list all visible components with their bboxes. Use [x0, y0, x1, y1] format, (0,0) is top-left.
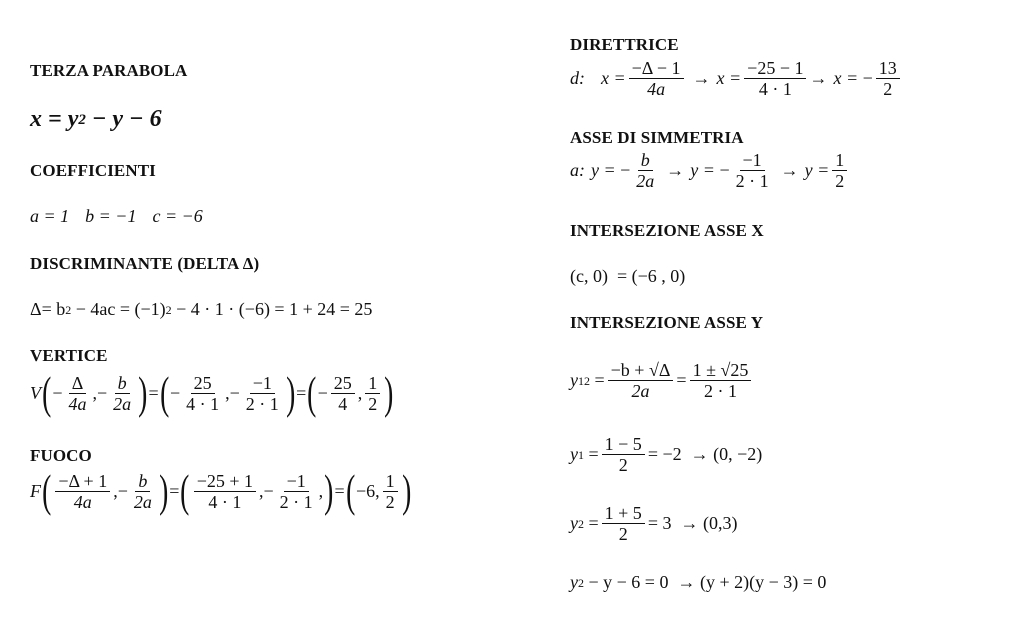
focus-formula: F ( $\frac{-\Delta + 1}{4a}$ ,− $\frac{b}{2a}$ ) = ( $\frac{-25 + 1}{4 \cdot 1}$ ,− $\frac{-1}{2 \cdot 1}$ , ) = ( −6 , $\frac{1}{2}$ ) [30, 465, 411, 516]
paren-close: ) [158, 465, 169, 516]
directrix-heading: DIRETTRICE [570, 35, 679, 54]
coef-c: c = −6 [152, 206, 203, 226]
fraction: $\frac{1}{2}$ [365, 373, 380, 414]
eq-y: y [67, 106, 79, 132]
paren-close: ) [138, 367, 148, 418]
axis-formula: a: y = − $\frac{b}{2a}$ → y = − $\frac{-1}{2 \cdot 1}$ → y = $\frac{1}{2}$ [570, 150, 850, 191]
disc-part3: − 4 · 1 · (−6) = 1 + 24 = 25 [171, 299, 373, 319]
discriminant-heading: DISCRIMINANTE (DELTA Δ) [30, 254, 260, 273]
paren-close: ) [285, 367, 296, 418]
y1-result: = −2 → (0, −2) [647, 444, 763, 464]
fraction: $\frac{-25 - 1}{4 \cdot 1}$ [744, 58, 806, 99]
paren-open: ( [180, 465, 190, 516]
fraction: $\frac{1 + 5}{2}$ [602, 503, 645, 544]
focus-label: F [30, 480, 41, 501]
y2-result: = 3 → (0,3) [647, 513, 738, 533]
fraction: $\frac{1}{2}$ [383, 471, 398, 512]
axis-var: y = [804, 160, 830, 180]
paren-open: ( [42, 367, 52, 418]
coef-b: b = −1 [85, 206, 137, 226]
focus-heading: FUOCO [30, 446, 92, 465]
title: TERZA PARABOLA [30, 61, 188, 80]
fraction: $\frac{b}{2a}$ [636, 150, 655, 191]
discriminant-formula: Δ= b 2 − 4ac = (−1) 2 − 4 · 1 · (−6) = 1 + 24 = 25 [30, 299, 373, 319]
fraction: $\frac{1 - 5}{2}$ [602, 434, 645, 475]
y-intersection-heading: INTERSEZIONE ASSE Y [570, 313, 764, 332]
paren-open: ( [159, 367, 169, 418]
eq-lhs: x [30, 106, 42, 132]
axis-label: a: [570, 160, 585, 180]
paren-close: ) [401, 465, 411, 516]
y-var: y [570, 444, 578, 464]
axis-var: y = [690, 160, 715, 180]
coefficients-heading: COEFFICIENTI [30, 161, 156, 180]
paren-close: ) [384, 367, 394, 418]
eq-sign: = [48, 106, 62, 132]
directrix-label: d: [570, 68, 585, 88]
x-intersection-heading: INTERSEZIONE ASSE X [570, 221, 764, 240]
y1-formula: y 1 = $\frac{1 - 5}{2}$ = −2 → (0, −2) [570, 434, 763, 475]
fraction: $\frac{25}{4}$ [331, 373, 355, 414]
axis-var: y = [591, 160, 616, 180]
paren-open: ( [345, 465, 355, 516]
x-intersection-formula: (c, 0) = (−6 , 0) [570, 266, 686, 286]
factor-rest: − y − 6 = 0 → (y + 2)(y − 3) = 0 [584, 572, 827, 592]
fraction: $\frac{-1}{2 \cdot 1}$ [279, 470, 313, 512]
factorization-formula: y 2 − y − 6 = 0 → (y + 2)(y − 3) = 0 [570, 572, 827, 592]
disc-part1: Δ= b [30, 299, 66, 319]
coef-a: a = 1 [30, 206, 70, 226]
fraction: $\frac{-1}{2 \cdot 1}$ [245, 372, 279, 414]
y2-formula: y 2 = $\frac{1 + 5}{2}$ = 3 → (0,3) [570, 503, 738, 544]
arrow-icon: → [809, 68, 828, 88]
factor-y: y [570, 572, 578, 592]
disc-part2: − 4ac = (−1) [71, 299, 166, 319]
fraction: $\frac{1}{2}$ [832, 150, 847, 191]
y-var: y [570, 370, 578, 390]
focus-x: −6 [355, 480, 376, 501]
fraction: $\frac{-\Delta - 1}{4a}$ [629, 58, 684, 99]
fraction: $\frac{13}{2}$ [876, 58, 900, 99]
paren-open: ( [307, 367, 317, 418]
vertex-heading: VERTICE [30, 346, 108, 365]
coefficients-values [30, 206, 203, 227]
fraction: $\frac{\Delta}{4a}$ [68, 372, 87, 414]
fraction: $\frac{b}{2a}$ [113, 372, 132, 414]
axis-heading: ASSE DI SIMMETRIA [570, 128, 744, 147]
arrow-icon: → [692, 68, 711, 88]
directrix-var: x = [601, 68, 626, 88]
paren-open: ( [42, 465, 52, 516]
vertex-label: V [30, 382, 41, 403]
parabola-equation: x = y 2 − y − 6 [30, 106, 162, 132]
fraction: $\frac{-1}{2 \cdot 1}$ [735, 150, 769, 191]
fraction: $\frac{-b + √\Delta}{2a}$ [608, 360, 674, 401]
fraction: $\frac{b}{2a}$ [133, 470, 152, 512]
arrow-icon: → [780, 160, 799, 180]
arrow-icon: → [666, 160, 685, 180]
vertex-formula: V ( − $\frac{\Delta}{4a}$ ,− $\frac{b}{2a}$ ) = ( − $\frac{25}{4 \cdot 1}$ ,− $\frac{-1}{2 \cdot 1}$ ) = ( − $\frac{25}{4}$ , $\frac{1}{2}$ ) [30, 367, 394, 418]
fraction: $\frac{1 \pm √25}{2 \cdot 1}$ [690, 360, 752, 401]
fraction: $\frac{25}{4 \cdot 1}$ [186, 372, 220, 414]
fraction: $\frac{-25 + 1}{4 \cdot 1}$ [194, 471, 256, 512]
y-var: y [570, 513, 578, 533]
y12-formula: y 12 = $\frac{-b + √\Delta}{2a}$ = $\frac{1 \pm √25}{2 \cdot 1}$ [570, 360, 754, 401]
directrix-formula: d: x = $\frac{-\Delta - 1}{4a}$ → x = $\frac{-25 - 1}{4 \cdot 1}$ → x = − $\frac{13}{2}$ [570, 58, 903, 99]
eq-rest: − y − 6 [91, 106, 162, 132]
fraction: $\frac{-\Delta + 1}{4a}$ [55, 471, 110, 512]
paren-close: ) [324, 465, 334, 516]
directrix-var: x = [833, 68, 859, 88]
directrix-var: x = [716, 68, 742, 88]
